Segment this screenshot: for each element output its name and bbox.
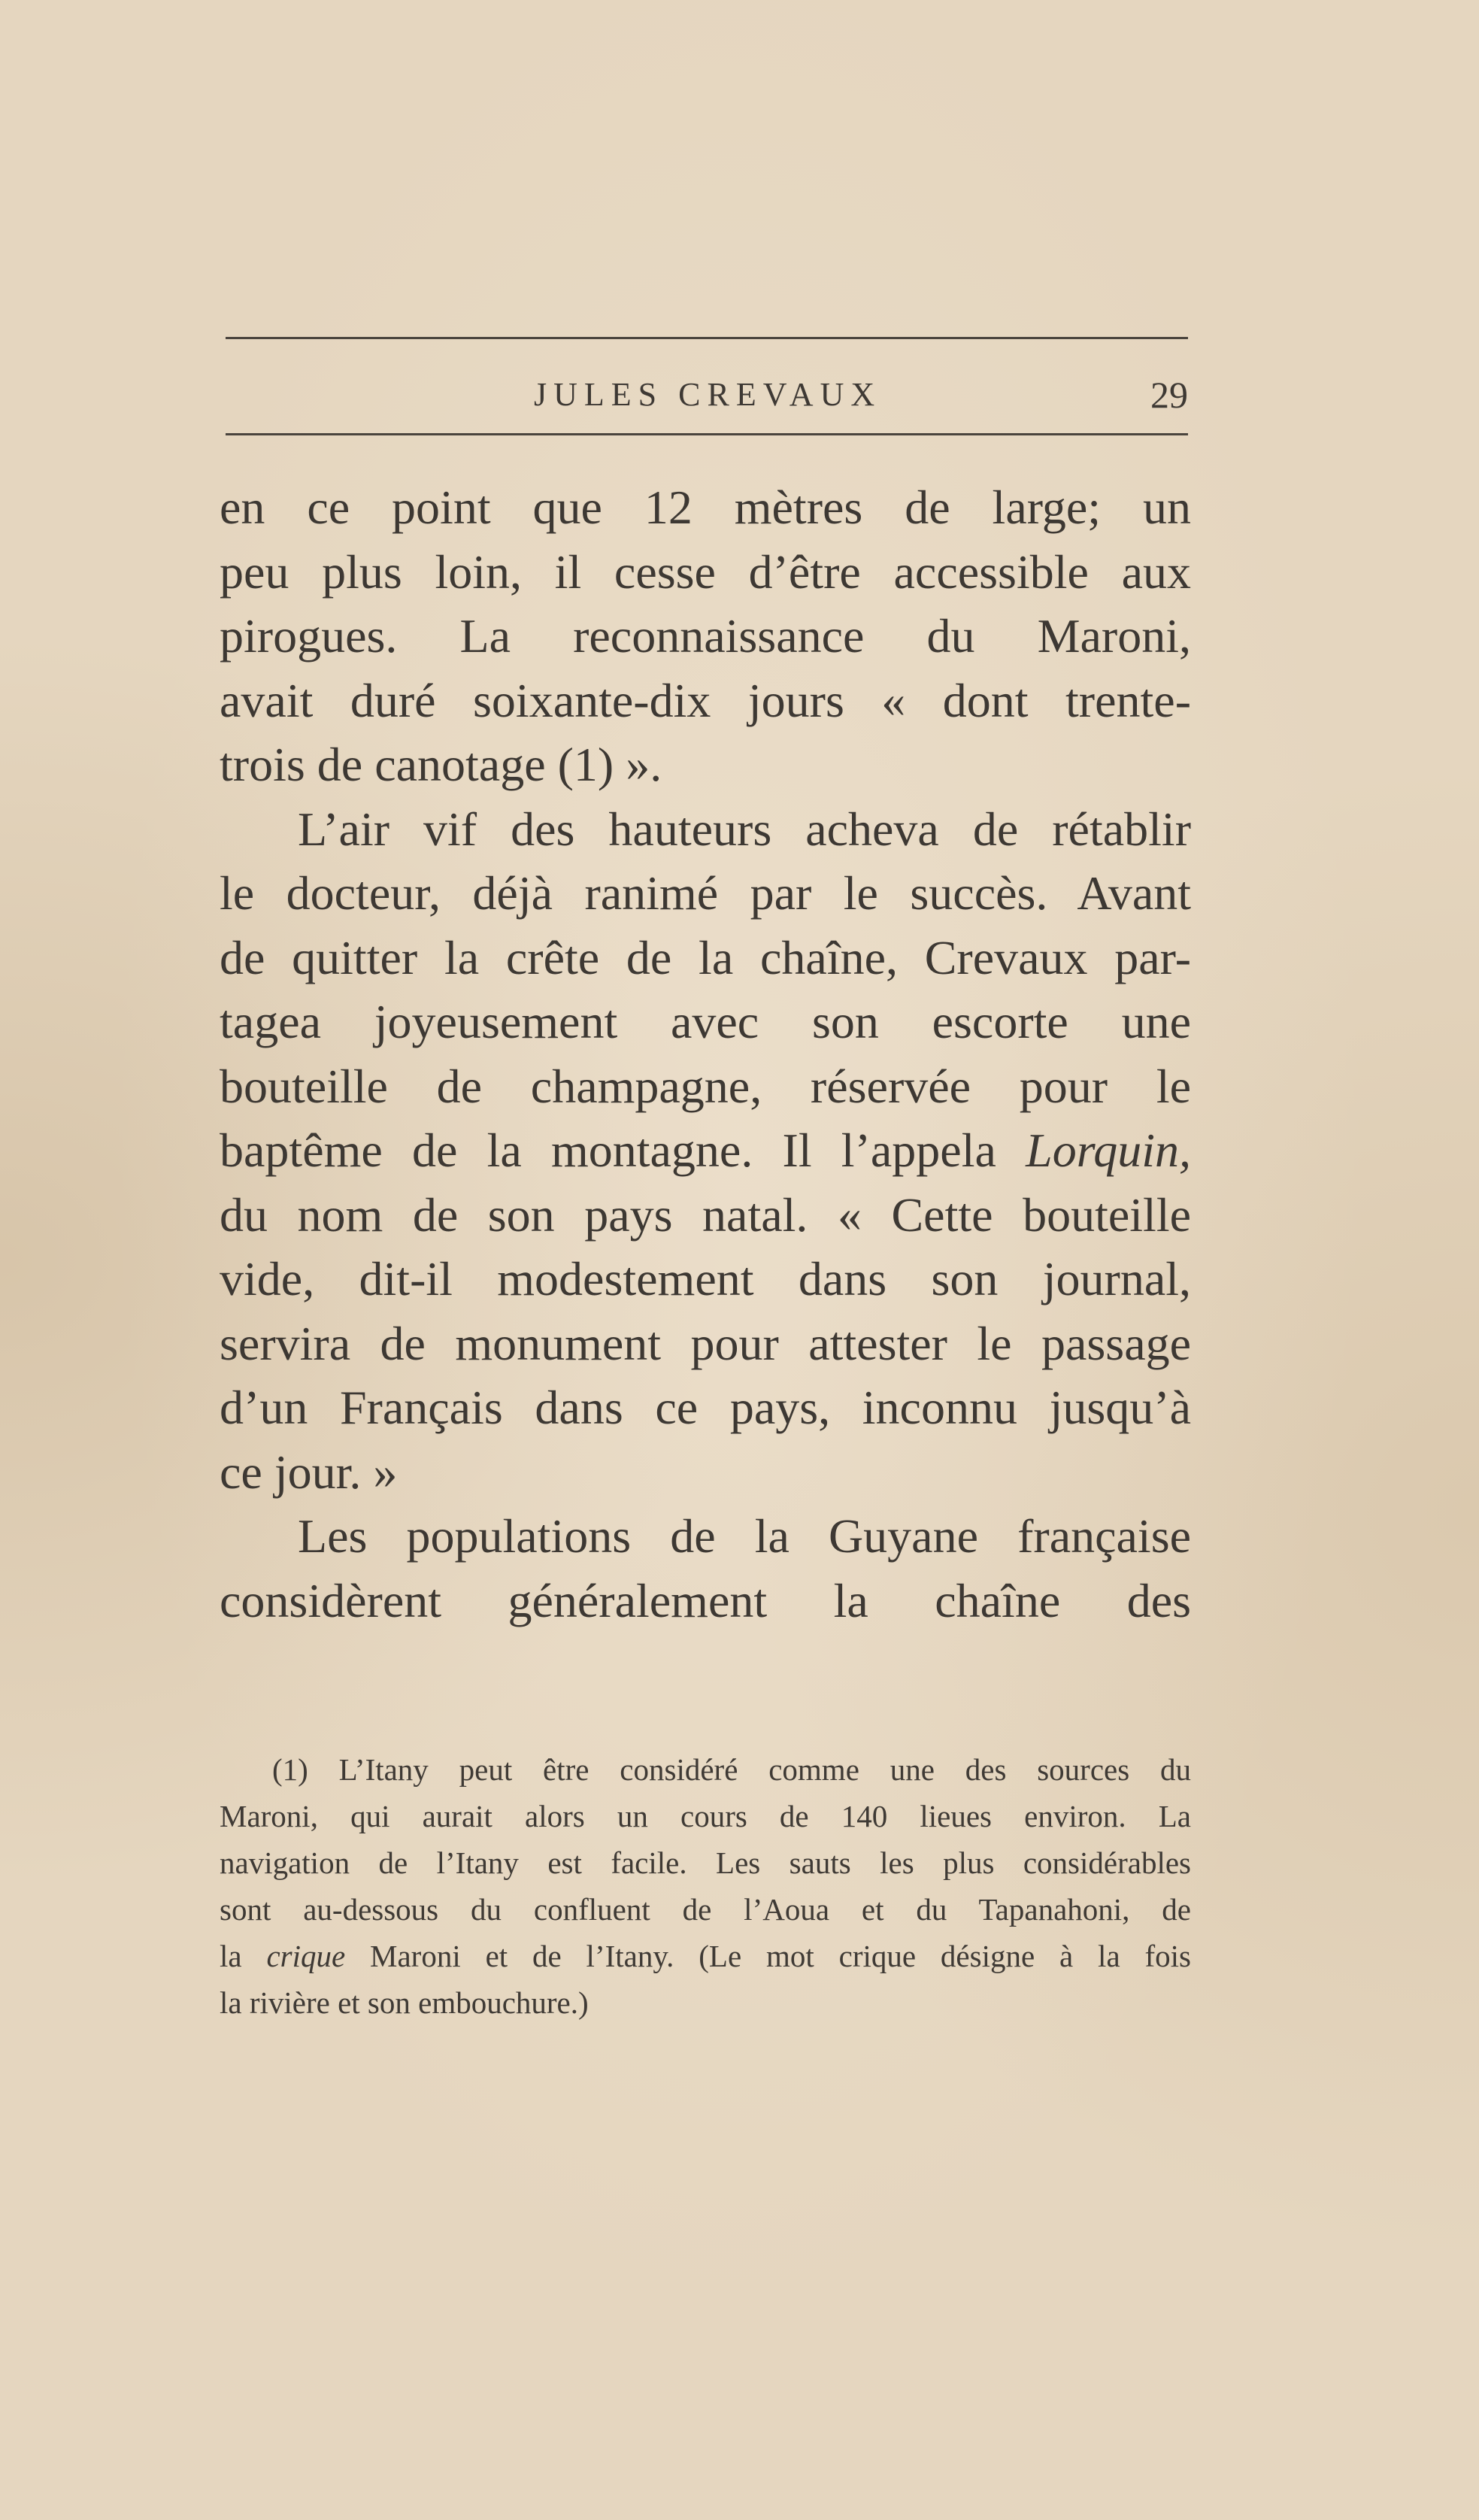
body-line: tagea joyeusement avec son escorte une: [220, 995, 1191, 1048]
running-title: JULES CREVAUX: [534, 376, 882, 413]
body-line: L’air vif des hauteurs acheva de rétablir: [298, 802, 1191, 856]
body-line: pirogues. La reconnaissance du Maroni,: [220, 609, 1191, 663]
footnote: [220, 1746, 1191, 2026]
body-line: Les populations de la Guyane française: [298, 1509, 1191, 1563]
body-line: bouteille de champagne, réservée pour le: [220, 1059, 1191, 1113]
running-head: [226, 368, 1188, 421]
header-rule-top: [226, 337, 1188, 339]
body-line: en ce point que 12 mètres de large; un: [220, 481, 1191, 534]
body-line: peu plus loin, il cesse d’être accessible aux: [220, 544, 1191, 599]
body-line: [220, 1118, 1191, 1183]
body-line: servira de monument pour attester le passage: [220, 1316, 1191, 1370]
footnote-line-text: la: [220, 1939, 267, 1973]
body-line: du nom de son pays natal. « Cette bouteille: [220, 1187, 1191, 1242]
body-line: d’un Français dans ce pays, inconnu jusqu’à: [220, 1381, 1191, 1434]
body-line: trois de canotage (1) ».: [220, 738, 662, 791]
header-rule-bottom: [226, 433, 1188, 435]
footnote-line: Maroni, qui aurait alors un cours de 140 lieues environ. La: [220, 1799, 1191, 1833]
footnote-line: navigation de l’Itany est facile. Les sauts les plus considérables: [220, 1845, 1191, 1880]
footnote-line: la rivière et son embouchure.): [220, 1985, 589, 2020]
body-line: le docteur, déjà ranimé par le succès. Avant: [220, 866, 1191, 920]
page-number: 29: [1150, 374, 1188, 416]
footnote-line: sont au-dessous du confluent de l’Aoua et du Tapanahoni, de: [220, 1892, 1191, 1927]
body-line: de quitter la crête de la chaîne, Crevaux par-: [220, 930, 1191, 984]
body-line: considèrent généralement la chaîne des: [220, 1573, 1191, 1627]
footnote-line: [220, 1933, 1191, 1979]
footnote-line-text: Maroni et de l’Itany. (Le mot crique désigne à la fois: [345, 1939, 1191, 1973]
body-line-text: baptême de la montagne. Il l’appela: [220, 1124, 1026, 1177]
footnote-line: (1) L’Itany peut être considéré comme une des sources du: [272, 1752, 1191, 1787]
body-line: ce jour. »: [220, 1445, 398, 1499]
body-line: vide, dit-il modestement dans son journal,: [220, 1252, 1191, 1305]
italic-word-lorquin: Lorquin,: [1026, 1124, 1191, 1177]
italic-word-crique: crique: [266, 1939, 346, 1973]
body-text: [220, 475, 1191, 1633]
body-line: avait duré soixante-dix jours « dont trente-: [220, 673, 1191, 727]
